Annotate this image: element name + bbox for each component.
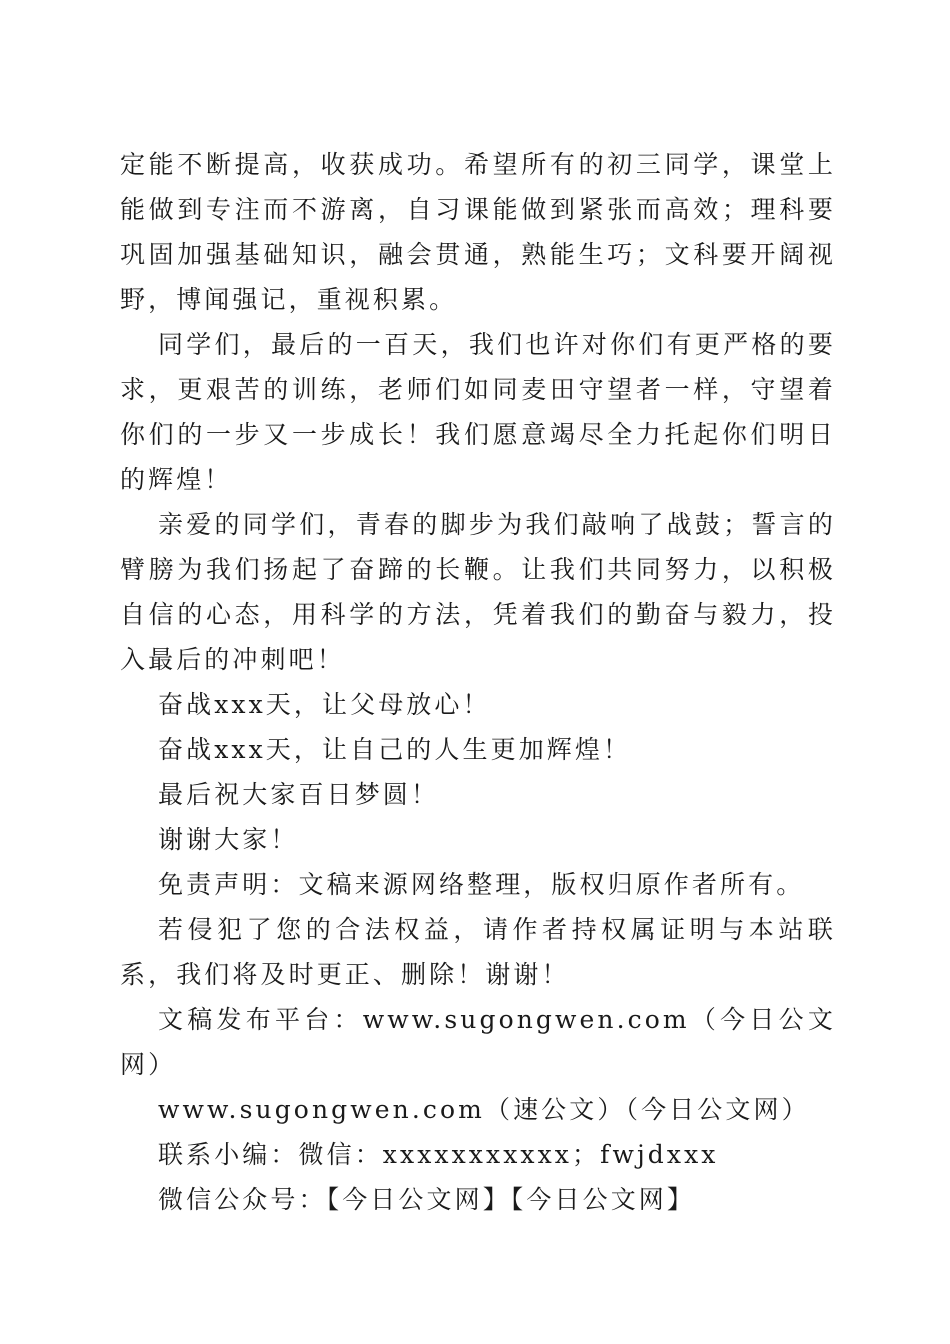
editor-contact: 联系小编：微信：xxxxxxxxxxx；fwjdxxx (158, 1140, 719, 1169)
publish-platform: 文稿发布平台：www.sugongwen.com（今日公文网） (120, 1005, 836, 1079)
infringement-notice: 若侵犯了您的合法权益，请作者持权属证明与本站联系，我们将及时更正、删除！谢谢！ (120, 915, 836, 989)
paragraph-final-hundred-days: 同学们，最后的一百天，我们也许对你们有更严格的要求，更艰苦的训练，老师们如同麦田守望者一样，守望着你们的一步又一步成长！我们愿意竭尽全力托起你们明日的辉煌！ (120, 330, 836, 494)
closing-thanks: 谢谢大家！ (158, 825, 299, 854)
closing-wish: 最后祝大家百日梦圆！ (158, 780, 440, 809)
paragraph-youth-encouragement: 亲爱的同学们，青春的脚步为我们敲响了战鼓；誓言的臂膀为我们扬起了奋蹄的长鞭。让我们共同努力，以积极自信的心态，用科学的方法，凭着我们的勤奋与毅力，投入最后的冲刺吧！ (120, 510, 836, 674)
document-body (120, 142, 836, 1222)
wechat-account: 微信公众号：【今日公文网】【今日公文网】 (158, 1185, 696, 1214)
slogan-parents: 奋战xxx天，让父母放心！ (158, 690, 491, 719)
slogan-life: 奋战xxx天，让自己的人生更加辉煌！ (158, 735, 632, 764)
site-url: www.sugongwen.com（速公文）（今日公文网） (158, 1095, 810, 1124)
paragraph-continuation: 定能不断提高，收获成功。希望所有的初三同学，课堂上能做到专注而不游离，自习课能做到紧张而高效；理科要巩固加强基础知识，融会贯通，熟能生巧；文科要开阔视野，博闻强记，重视积累。 (120, 150, 836, 314)
disclaimer: 免责声明：文稿来源网络整理，版权归原作者所有。 (158, 870, 805, 899)
